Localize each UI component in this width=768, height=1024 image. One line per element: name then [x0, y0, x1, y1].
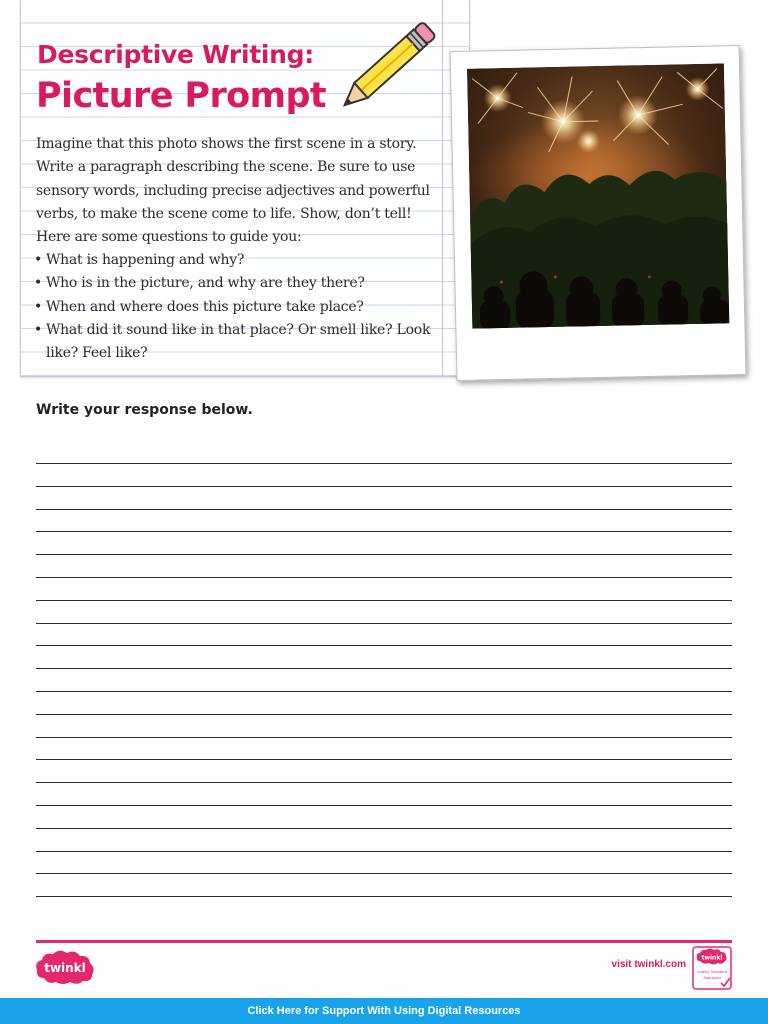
writing-lines[interactable] [36, 440, 732, 910]
writing-line[interactable] [36, 486, 732, 487]
support-link-bar[interactable] [0, 998, 768, 1024]
list-item: • What is happening and why? [34, 249, 454, 272]
support-link-text[interactable]: Click Here for Support With Using Digital Resources [247, 1005, 521, 1017]
writing-line[interactable] [36, 577, 732, 578]
pencil-icon [337, 16, 437, 118]
polaroid-frame [450, 45, 747, 381]
list-item: • Who is in the picture, and why are they there? [34, 272, 454, 295]
writing-line[interactable] [36, 714, 732, 715]
footer-divider [36, 940, 732, 943]
writing-line[interactable] [36, 509, 732, 510]
response-prompt: Write your response below. [36, 402, 253, 418]
guiding-questions [34, 249, 454, 365]
writing-line[interactable] [36, 782, 732, 783]
writing-line[interactable] [36, 668, 732, 669]
quality-badge-icon [692, 946, 732, 990]
list-item: • What did it sound like in that place? Or smell like? Look like? Feel like? [34, 319, 454, 366]
writing-line[interactable] [36, 737, 732, 738]
writing-line[interactable] [36, 896, 732, 897]
twinkl-logo-text: twinkl [44, 961, 86, 975]
writing-line[interactable] [36, 691, 732, 692]
writing-line[interactable] [36, 759, 732, 760]
writing-line[interactable] [36, 531, 732, 532]
prompt-instructions: Imagine that this photo shows the first scene in a story. Write a paragraph describing the scene. Be sure to use sensory words, including precise adjectives and powerful verbs, to make the scene come to life. Show, don’t tell! Here are some questions to guide you: [36, 136, 430, 246]
badge-brand: twinkl [701, 954, 723, 962]
badge-line-2: Approved [703, 976, 721, 980]
badge-line-1: Quality Standard [696, 970, 728, 974]
writing-line[interactable] [36, 873, 732, 874]
writing-line[interactable] [36, 463, 732, 464]
writing-line[interactable] [36, 645, 732, 646]
prompt-card [20, 0, 470, 377]
writing-line[interactable] [36, 623, 732, 624]
list-item: • When and where does this picture take place? [34, 296, 454, 319]
visit-link[interactable]: visit twinkl.com [611, 959, 686, 970]
writing-line[interactable] [36, 805, 732, 806]
worksheet-subtitle: Descriptive Writing: [37, 40, 314, 69]
fireworks-photo [467, 63, 729, 328]
worksheet-title: Picture Prompt [36, 76, 327, 116]
writing-line[interactable] [36, 554, 732, 555]
writing-line[interactable] [36, 828, 732, 829]
twinkl-logo[interactable] [34, 948, 96, 986]
writing-line[interactable] [36, 600, 732, 601]
writing-line[interactable] [36, 851, 732, 852]
